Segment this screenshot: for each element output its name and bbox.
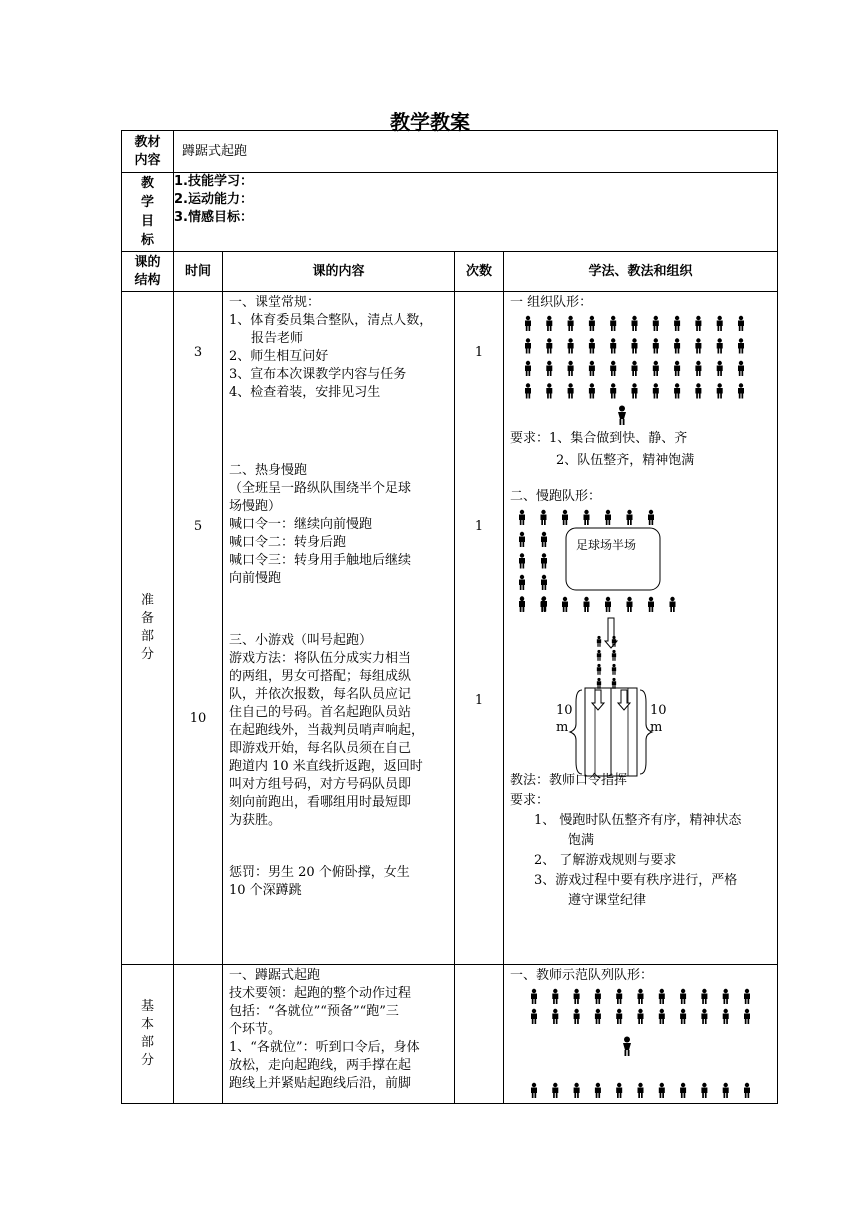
header-method: 学法、教法和组织 xyxy=(504,252,778,292)
header-content: 课的内容 xyxy=(223,252,455,292)
distance-right: 10 m xyxy=(650,703,667,735)
student-icon xyxy=(525,361,531,376)
student-icon xyxy=(574,1083,580,1098)
student-icon xyxy=(605,597,611,612)
requirement-label: 要求： xyxy=(510,793,550,808)
student-icon xyxy=(552,1009,558,1024)
student-icon xyxy=(632,361,638,376)
basic-section-label: 基 本 部 分 xyxy=(122,965,174,1104)
student-icon xyxy=(659,989,665,1004)
basic-counts xyxy=(455,965,504,1104)
demo-formation-title: 一、教师示范队列队形： xyxy=(510,968,654,983)
student-icon xyxy=(632,338,638,353)
student-icon xyxy=(541,510,547,525)
student-icon xyxy=(562,597,568,612)
student-icon xyxy=(648,597,654,612)
student-icon xyxy=(546,338,552,353)
student-icon xyxy=(717,316,723,331)
student-icon xyxy=(546,361,552,376)
student-icon xyxy=(723,1009,729,1024)
student-icon xyxy=(605,510,611,525)
student-icon xyxy=(612,664,616,675)
student-icon xyxy=(574,1009,580,1024)
prep-content xyxy=(223,292,455,965)
student-icon xyxy=(616,1083,622,1098)
student-icon xyxy=(519,597,525,612)
teaching-method: 教法：教师口令指挥 xyxy=(510,773,628,788)
student-icon xyxy=(674,383,680,398)
lesson-plan-table xyxy=(121,130,778,1104)
page-title: 教学教案 xyxy=(390,110,470,134)
basic-content: 一、蹲踞式起跑 技术要领：起跑的整个动作过程 包括：“各就位”“预备”“跑”三 个环节。 1、“各就位”：听到口令后，身体 放松，走向起跑线，两手撑在起 跑线上并紧贴起跑线后沿，前脚 xyxy=(223,965,455,1104)
student-icon xyxy=(616,1009,622,1024)
basic-method xyxy=(504,965,778,1104)
student-icon xyxy=(541,553,547,568)
student-icon xyxy=(541,575,547,590)
student-icon xyxy=(632,383,638,398)
student-icon xyxy=(552,1083,558,1098)
student-icon xyxy=(589,316,595,331)
prep-times: 3 5 10 xyxy=(174,292,223,965)
student-icon xyxy=(597,664,601,675)
student-icon xyxy=(519,510,525,525)
requirement-line: 要求：1、集合做到快、静、齐 xyxy=(510,431,688,446)
requirement-line: 2、队伍整齐，精神饱满 xyxy=(556,453,695,468)
student-icon xyxy=(701,989,707,1004)
student-icon xyxy=(568,383,574,398)
student-icon xyxy=(546,316,552,331)
student-icon xyxy=(610,316,616,331)
student-icon xyxy=(744,1009,750,1024)
student-icon xyxy=(738,383,744,398)
student-icon xyxy=(546,383,552,398)
student-icon xyxy=(653,361,659,376)
student-icon xyxy=(519,553,525,568)
student-icon xyxy=(717,383,723,398)
student-icon xyxy=(595,989,601,1004)
student-icon xyxy=(541,532,547,547)
student-icon xyxy=(695,361,701,376)
student-icon xyxy=(695,383,701,398)
student-icon xyxy=(574,989,580,1004)
student-icon xyxy=(552,989,558,1004)
prep-method: 一 组织队形： 要求：1、集合做到快、静、齐 2、队伍整齐，精神饱满 二、慢跑队形： 足球场半场 10 m 10 m 教法：教师口令指挥 要求： 1、 慢跑时队伍整齐有序，精神状态 饱满 2、 了解游戏规则与要求 3、游戏过程中要有秩序进行，严格 遵守课堂纪律 xyxy=(504,292,778,965)
student-icon xyxy=(638,1083,644,1098)
student-icon xyxy=(680,1083,686,1098)
student-icon xyxy=(674,316,680,331)
student-icon xyxy=(627,597,633,612)
student-icon xyxy=(738,361,744,376)
student-icon xyxy=(597,650,601,661)
student-icon xyxy=(519,575,525,590)
student-icon xyxy=(584,510,590,525)
student-icon xyxy=(659,1009,665,1024)
student-icon xyxy=(568,361,574,376)
student-icon xyxy=(589,338,595,353)
student-icon xyxy=(638,1009,644,1024)
student-icon xyxy=(597,678,601,689)
game-block: 三、小游戏（叫号起跑） 游戏方法：将队伍分成实力相当 的两组，男女可搭配；每组成纵 队，并依次报数，每名队员应记 住自己的号码。首名起跑队员站 在起跑线外，当裁判员哨声响起， 即游戏开始，每名队员须在自己 跑道内 10 米直线折返跑，返回时 叫对方组号码，对方号码队员即 刻向前跑出，看哪组用时最短即 为获胜。 xyxy=(229,633,425,828)
student-icon xyxy=(610,383,616,398)
student-icon xyxy=(531,1009,537,1024)
student-icon xyxy=(653,338,659,353)
student-icon xyxy=(738,338,744,353)
student-icon xyxy=(568,338,574,353)
student-icon xyxy=(610,361,616,376)
student-icon xyxy=(674,338,680,353)
student-icon xyxy=(519,532,525,547)
arrow-down-icon xyxy=(592,690,604,710)
penalty-block: 惩罚：男生 20 个俯卧撑，女生 10 个深蹲跳 xyxy=(229,865,410,898)
student-icon xyxy=(562,510,568,525)
formation-title: 一 组织队形： xyxy=(510,295,593,310)
student-icon xyxy=(695,316,701,331)
student-icon xyxy=(680,989,686,1004)
student-icon xyxy=(525,383,531,398)
student-icon xyxy=(717,338,723,353)
distance-left: 10 m xyxy=(556,703,573,735)
student-icon xyxy=(670,597,676,612)
student-icon xyxy=(595,1083,601,1098)
header-time: 时间 xyxy=(174,252,223,292)
material-value: 蹲踞式起跑 xyxy=(174,131,778,173)
prep-counts: 1 1 1 xyxy=(455,292,504,965)
student-icon xyxy=(653,316,659,331)
student-icon xyxy=(597,636,601,647)
student-icon xyxy=(610,338,616,353)
student-icon xyxy=(695,338,701,353)
student-icon xyxy=(616,989,622,1004)
student-icon xyxy=(627,510,633,525)
student-icon xyxy=(612,650,616,661)
student-icon xyxy=(653,383,659,398)
student-icon xyxy=(525,338,531,353)
student-icon xyxy=(531,989,537,1004)
student-icon xyxy=(589,361,595,376)
teacher-icon xyxy=(618,406,626,426)
student-icon xyxy=(612,678,616,689)
student-icon xyxy=(717,361,723,376)
student-icon xyxy=(595,1009,601,1024)
student-icon xyxy=(568,316,574,331)
student-icon xyxy=(680,1009,686,1024)
field-label: 足球场半场 xyxy=(576,538,637,552)
warmup-block: 二、热身慢跑 （全班呈一路纵队围绕半个足球 场慢跑） 喊口令一：继续向前慢跑 喊口令二：转身后跑 喊口令三：转身用手触地后继续 向前慢跑 xyxy=(229,463,412,586)
student-icon xyxy=(632,316,638,331)
student-icon xyxy=(659,1083,665,1098)
student-icon xyxy=(701,1083,707,1098)
student-icon xyxy=(738,316,744,331)
student-icon xyxy=(723,989,729,1004)
goal-list: 1.技能学习： 2.运动能力： 3.情感目标： xyxy=(174,173,778,252)
header-count: 次数 xyxy=(455,252,504,292)
goal-label: 教 学 目 标 xyxy=(122,173,174,252)
routine-block: 一、课堂常规： 1、体育委员集合整队，清点人数， 报告老师 2、师生相互问好 3、宣布本次课教学内容与任务 4、检查着装，安排见习生 xyxy=(229,295,433,400)
material-label: 教材 内容 xyxy=(122,131,174,173)
jog-title: 二、慢跑队形： xyxy=(510,489,602,504)
student-icon xyxy=(589,383,595,398)
student-icon xyxy=(674,361,680,376)
student-icon xyxy=(744,1083,750,1098)
student-icon xyxy=(744,989,750,1004)
student-icon xyxy=(648,510,654,525)
student-icon xyxy=(723,1083,729,1098)
student-icon xyxy=(531,1083,537,1098)
student-icon xyxy=(701,1009,707,1024)
basic-times xyxy=(174,965,223,1104)
teacher-icon xyxy=(623,1037,631,1057)
prep-section-label: 准 备 部 分 xyxy=(122,292,174,965)
demo-formation-diagram xyxy=(504,965,778,1103)
student-icon xyxy=(525,316,531,331)
header-structure: 课的 结构 xyxy=(122,252,174,292)
student-icon xyxy=(584,597,590,612)
student-icon xyxy=(638,989,644,1004)
